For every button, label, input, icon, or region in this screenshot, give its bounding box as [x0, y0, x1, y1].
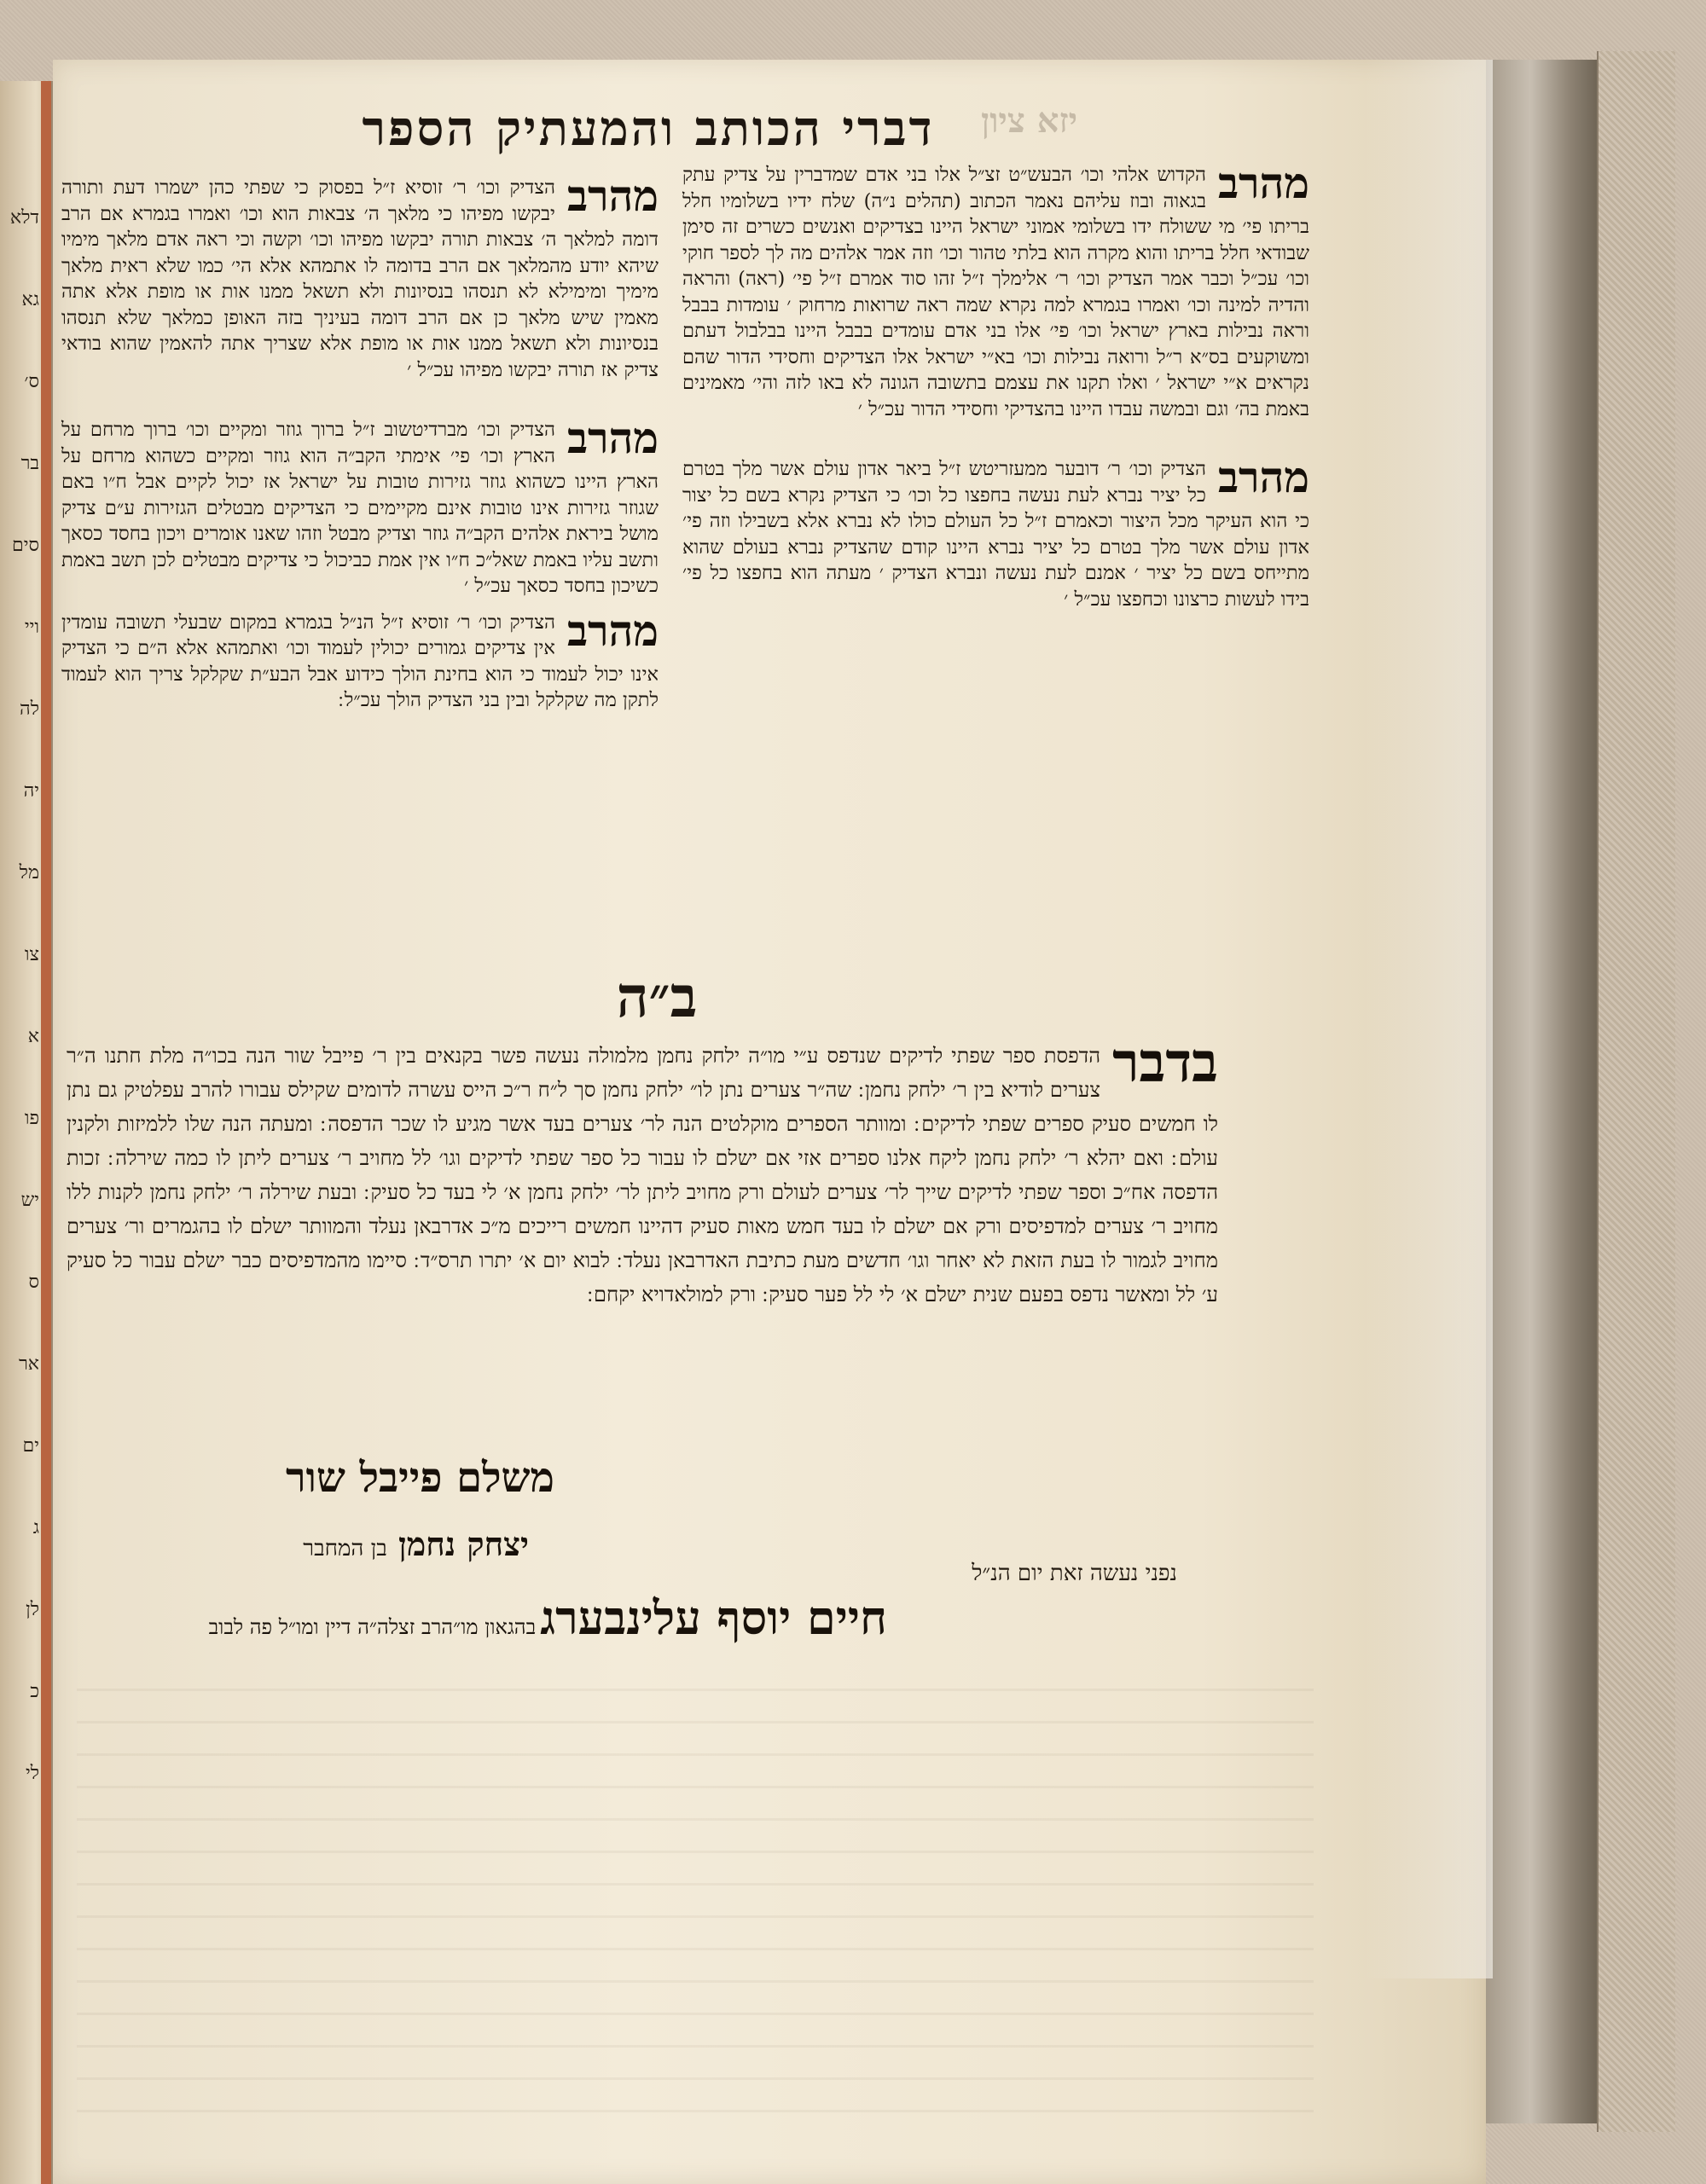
- section-text: הצדיק וכו׳ ר׳ דובער ממעזריטש ז״ל ביאר אדון עולם אשר מלך בטרם כל יציר נברא לעת נעשה בחפצו כל וכו׳ כי הצדיק נקרא בשם כל יצור כי הוא העיקר מכל היצור וכאמרם ז״ל כל העולם כולו לא נברא אלא בשבילו וזה פי׳ אדון עולם אשר מלך בטרם כל יציר נברא היינו קודם שהצדיק נברא בעולם שהוא מתייחס בשם כל יציר ׳ אמנם לעת נעשה ונברא הצדיק ׳ מעתה הוא בחפצו כל פי׳ בידו לעשות כרצונו וכחפצו עכ״ל ׳: [682, 458, 1309, 611]
- left-section-1: [61, 171, 659, 383]
- left-page-fragment: גא: [21, 289, 39, 310]
- book-spine-cloth: [1597, 51, 1675, 2132]
- signature-meshulam: משלם פייבל שור: [286, 1454, 554, 1502]
- left-section-3: [61, 605, 659, 714]
- section-lead-word: מהרב: [1217, 158, 1309, 208]
- signature-yitzchak: [205, 1525, 529, 1564]
- left-facing-page: [0, 81, 53, 2184]
- left-page-fragment: יש: [20, 1190, 39, 1211]
- left-page-fragment: ג: [32, 1517, 39, 1538]
- left-page-fragment: סים: [11, 535, 39, 556]
- signature-name: חיים יוסף עלינבערג: [540, 1590, 887, 1645]
- left-page-fragment: יה: [23, 780, 39, 802]
- right-section-1: [682, 158, 1309, 422]
- bh-heading: ב״ה: [616, 964, 698, 1030]
- left-page-fragment: אר: [18, 1353, 39, 1375]
- left-page-fragment: פו: [24, 1108, 39, 1129]
- section-lead-word: מהרב: [566, 171, 659, 221]
- left-page-fragment: ים: [22, 1435, 39, 1457]
- bleed-through-text: יזא ציון: [981, 101, 1078, 141]
- bleed-through-lines: [77, 1689, 1314, 2115]
- left-page-fragment: ס׳: [24, 371, 39, 392]
- signature-title: בהגאון מו״הרב זצלה״ה דיין ומו״ל פה לבוב: [208, 1615, 537, 1639]
- page-block-edge: [1486, 60, 1597, 2123]
- left-text-column: [61, 171, 659, 743]
- section-lead-word: מהרב: [1217, 452, 1309, 502]
- right-section-2: [682, 452, 1309, 612]
- left-page-fragment: בר: [20, 453, 39, 474]
- left-page-fragment: ויי: [24, 617, 39, 638]
- approbation-text: הדפסת ספר שפתי לדיקים שנדפס ע״י מו״ה ילחק נחמן מלמולה נעשה פשר בקנאים בין ר׳ פייבל שור הנה בכו״ה מלת חתנו ה״ר צערים לודיא בין ר׳ ילחק נחמן ׃ שה״ר צערים נתן לו״ ילחק נחמן סך ל״ח ר״כ הייס עשרה לדומים שקילס עבורו להרב עפלטיק גם נתן לו חמשים סעיק ספרים שפתי לדיקים ׃ ומוותר הספרים מוקלטים הנה לר׳ צערים בעד אשר מגיע לו שכר הדפסה ׃ ומעתה הנה שלו ללמיזות ולקנין עולם ׃ ואם יהלא ר׳ ילחק נחמן ליקח אלנו ספרים אזי אם ישלם לו עבור כל ספר שפתי לדיקים וגו׳ לל מחויב ר׳ צערים ליתן לו כמה שירלה ׃ זכות הדפסה אח״כ וספר שפתי לדיקים שייך לר׳ צערים לעולם ורק מחויב ליתן לר׳ ילחק נחמן א׳ לי בעד כל סעיק ׃ ובעת שירלה ר׳ ילחק נחמן לקנות ללו מחויב ר׳ צערים למדפיסים ורק אם ישלם לו בעד חמש מאות סעיק דהיינו חמשים רייכים מ״כ אדרבאן נעלד והמוותר ישלם לו בהגמרים ור׳ צערים מחויב לגמור לו בעת הזאת לא יאחר וגו׳ חדשים מעת כתיבת האדרבאן נעלד ׃ לבוא יום א׳ יתרו תרס״ד ׃ סיימו מהמדפיסים כבר ישלם עבור כל סעיק ע׳ לל ומאשר נדפס בפעם שנית ישלם א׳ לי לל פער סעיק ׃ ורק למולאדויא יקחם ׃: [67, 1044, 1219, 1306]
- left-page-fragment: כ: [30, 1681, 39, 1702]
- signature-chaim: [68, 1590, 887, 1645]
- left-page-fragment: ס: [28, 1272, 39, 1293]
- left-page-fragment: דלא: [9, 207, 39, 229]
- signature-date-note: נפני נעשה זאת יום הנ״ל: [972, 1561, 1177, 1586]
- approbation-block: [67, 1031, 1219, 1312]
- section-text: הצדיק וכו׳ מברדיטשוב ז״ל ברוך גוזר ומקיים וכו׳ ברוך מרחם על הארץ וכו׳ פי׳ אימתי הקב״ה הוא גוזר ומקיים כשהוא מרחם על הארץ היינו כשהוא גוזר גזירות טובות על ישראל אז יכול לקיים אבל ח״ו באם שגוזר גזירות אינו טובות אינם מקיימים כי הצדיקים מבטלים הגזירות ע״ם צדיק מושל ביראת אלהים הקב״ה גוזר וצדיק מבטל וזהו שאנו אומרים ויכון בחסד כסאך ותשב עליו באמת שאל״כ ח״ו אין אמת כביכול כי צדיקים מבטלים לכן תשב באמת כשיכון בחסד כסאך עכ״ל ׳: [61, 419, 659, 597]
- red-page-edge: [41, 81, 51, 2184]
- left-page-fragment: לן: [26, 1599, 39, 1620]
- left-page-fragment: א: [27, 1026, 39, 1047]
- left-page-fragment: צו: [24, 944, 39, 965]
- left-section-2: [61, 413, 659, 600]
- signature-name: יצחק נחמן: [398, 1525, 529, 1563]
- section-text: הצדיק וכו׳ ר׳ זוסיא ז״ל הנ״ל בגמרא במקום שבעלי תשובה עומדין אין צדיקים גמורים יכולין לעמוד וכו׳ ואתמהא אלא ה״ם כי הצדיק אינו יכול לעמוד כי הוא בחינת הולך כידוע אבל הבע״ת שקלקל צריך הוא לעמוד לתקן מה שקלקל ובין בני הצדיק הולך עכ״ל ׃: [61, 611, 659, 711]
- page-fold-shading: [1365, 60, 1493, 1978]
- left-page-fragment: לה: [20, 698, 39, 720]
- approbation-lead-word: בדבר: [1112, 1031, 1218, 1095]
- page-header-title: דברי הכותב והמעתיק הספר: [362, 101, 935, 157]
- section-lead-word: מהרב: [566, 605, 659, 656]
- signature-note: בן המחבר: [303, 1536, 387, 1561]
- section-lead-word: מהרב: [566, 413, 659, 463]
- right-text-column: [682, 158, 1309, 641]
- section-text: הצדיק וכו׳ ר׳ זוסיא ז״ל בפסוק כי שפתי כהן ישמרו דעת ותורה יבקשו מפיהו כי מלאך ה׳ צבאות הוא וכו׳ ואמרו בגמרא אם הרב דומה למלאך ה׳ צבאות תורה יבקשו מפיהו וכו׳ וקשה וכי ראה אדם מלאך מימיו שיהא יודע מהמלאך אם הרב בדומה לו אתמהא אלא הי׳ כמו שלא ראית מלאך מימיך ומימילא לא תנסהו בנסיונות ולא תשאל ממנו אות או מופת אלא אתה מאמין שיש מלאך כן אם הרב דומה בעיניך בזה האופן כמלאך שלא תנסהו בנסיונות ולא תשאל ממנו אות או מופת אלא שצריך אתה להאמין שהוא בודאי צדיק אז תורה יבקשו מפיהו עכ״ל ׳: [61, 177, 659, 381]
- section-text: הקדוש אלהי וכו׳ הבעש״ט זצ״ל אלו בני אדם שמדברין על צדיק עתק בגאוה ובוז עליהם נאמר הכתוב (תהלים נ״ה) שלח ידיו בשלומיו חלל בריתו פי׳ מי ששולח ידו בשלומי אמוני ישראל היינו בצדיקים ואנשים כשרים זה סימן שבודאי חלל בריתו והוא מקרה הוא בלתי טהור וכו׳ וזה אמר אלהים מה לך לספר חוקי וכו׳ עכ״ל וכבר אמר הצדיק וכו׳ ר׳ אלימלך ז״ל זהו סוד אמרם ז״ל פי׳ (ראה) והראה והדיה למינה וכו׳ ואמרו בגמרא למה נקרא שמה ראה שרואות מרחוק ׳ עומדות בבבל וראה נבילות בארץ ישראל וכו׳ פי׳ אלו בני אדם עומדים בבבל היינו בבלבול דעתם ומשוקעים בס״א ר״ל ורואה נבילות וכו׳ בא״י ישראל אלו הצדיקים וחסידי הדור שהם נקראים א״י ישראל ׳ ואלו תקנו את עצמם בתשובה הגונה לא באו לזה והי׳ מאמינים באמת בה׳ וגם ובמשה עבדו היינו בהצדיקי וחסידי הדור עכ״ל ׳: [682, 164, 1309, 420]
- left-page-fragment: לי: [25, 1763, 39, 1784]
- left-page-fragment: מל: [19, 862, 39, 883]
